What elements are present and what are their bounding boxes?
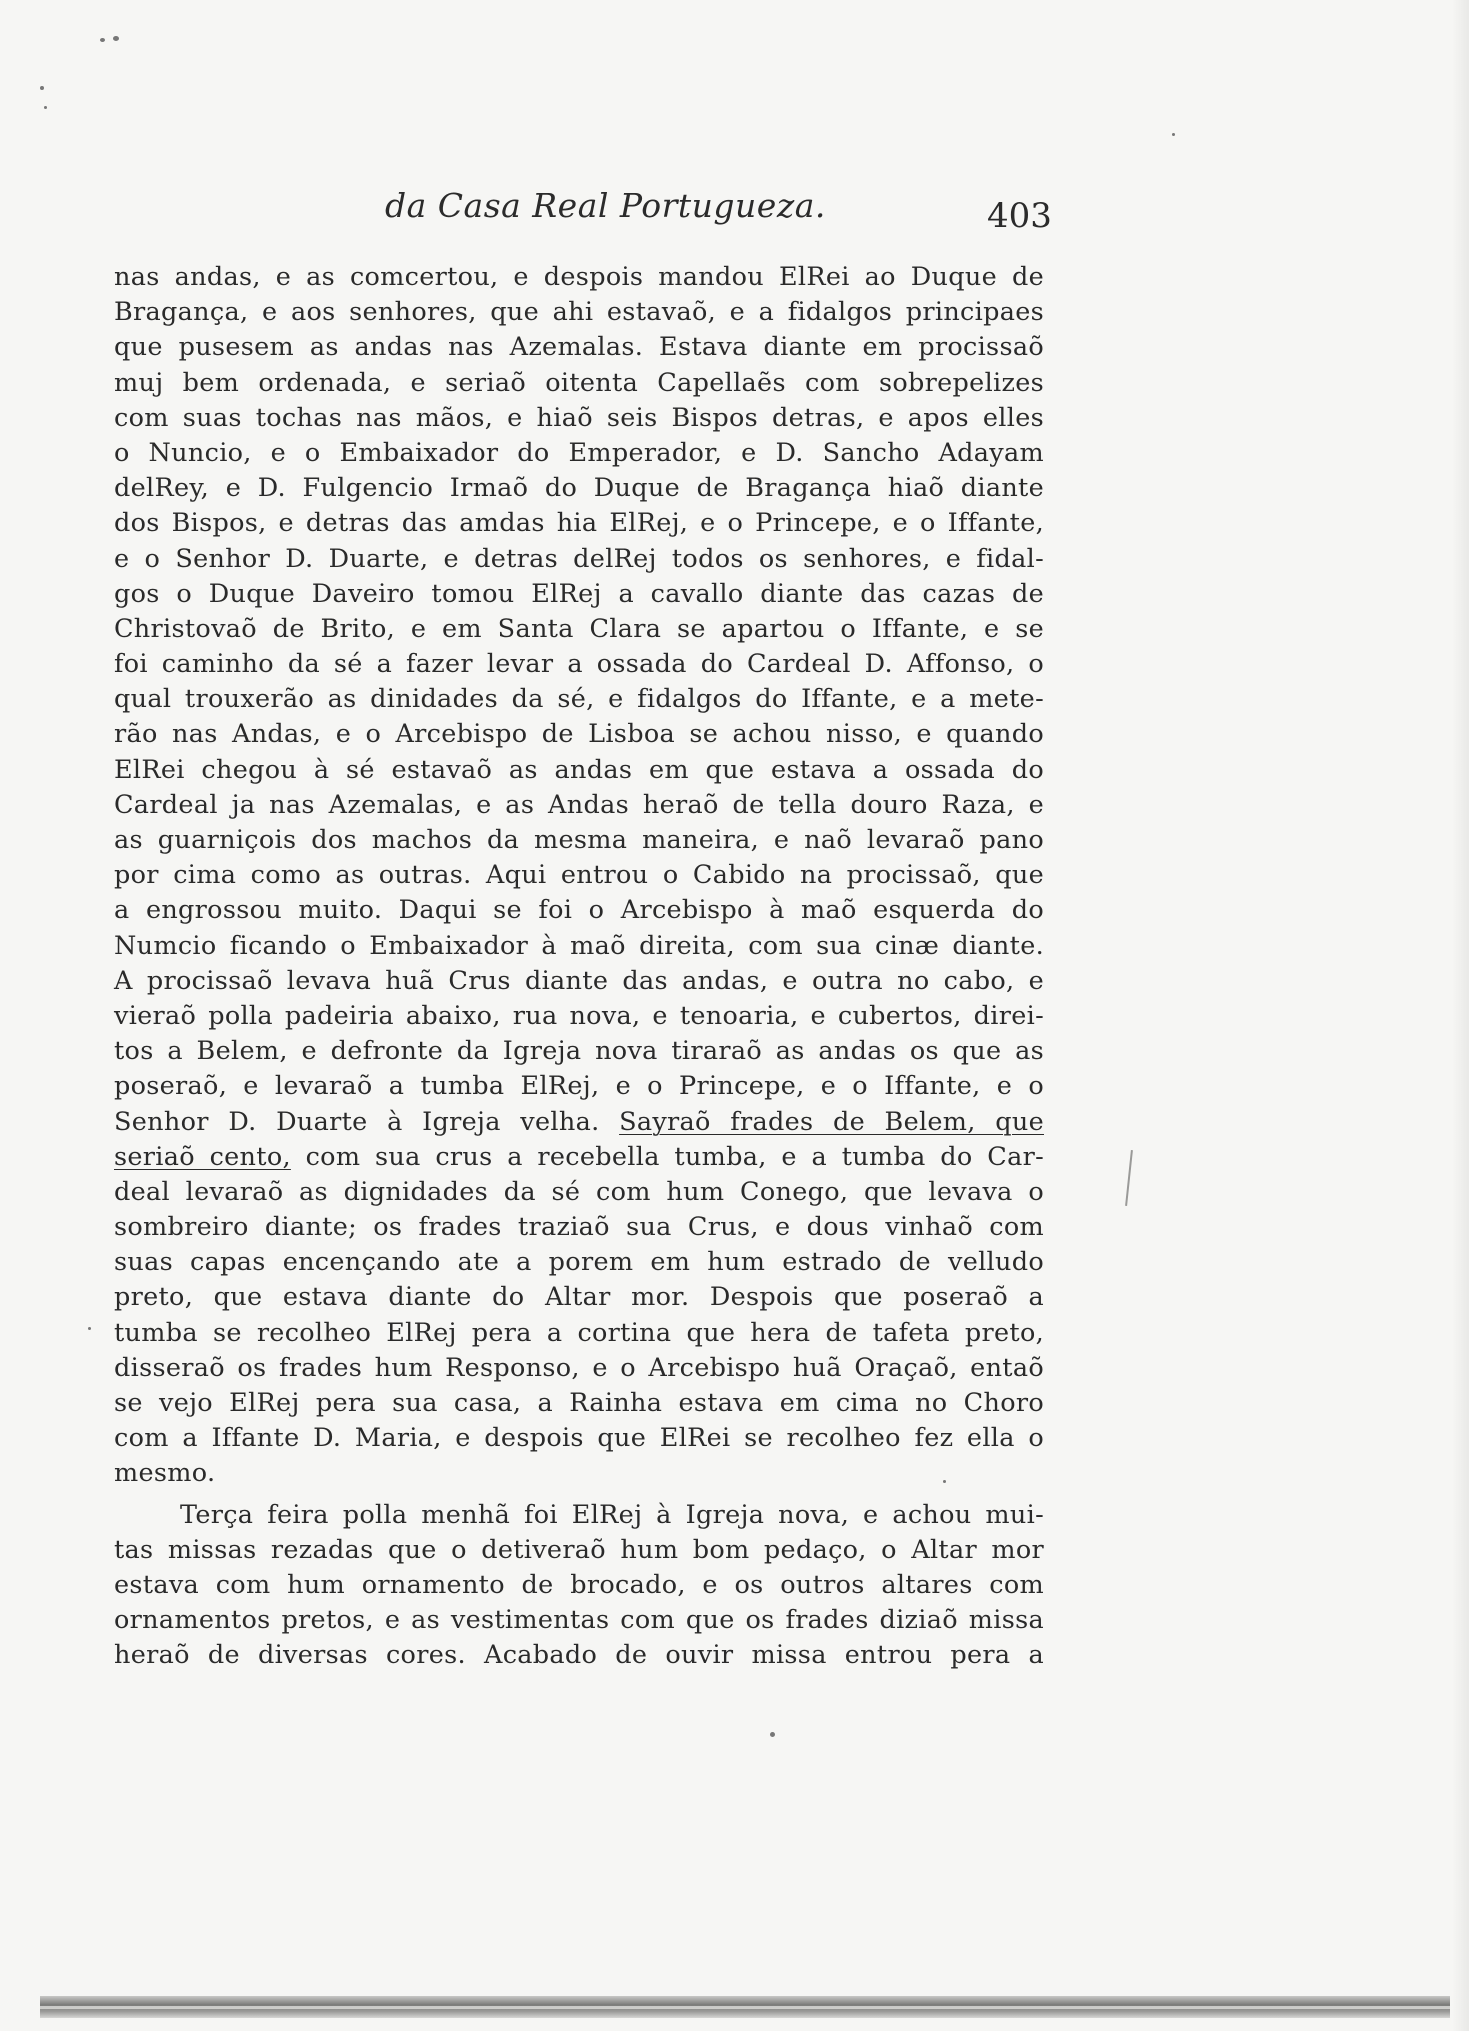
text-line: delRey, e D. Fulgencio Irmaõ do Duque de Bragança hiaõ diante [114,473,1044,504]
text-line: muj bem ordenada, e seriaõ oitenta Capellaẽs com sobrepelizes [114,367,1044,398]
ink-speck [88,1327,91,1330]
text-line: heraõ de diversas cores. Acabado de ouvir missa entrou pera a [114,1640,1044,1671]
text-line: poseraõ, e levaraõ a tumba ElRej, e o Princepe, e o Iffante, e o [114,1071,1044,1102]
text-line: vieraõ polla padeiria abaixo, rua nova, e tenoaria, e cubertos, direi- [114,1000,1044,1031]
body-text [114,260,1044,1674]
text-line [114,1105,1044,1140]
text-line: por cima como as outras. Aqui entrou o Cabido na procissaõ, que [114,860,1044,891]
underlined-text: Sayraõ frades de Belem, que [619,1106,1044,1137]
text-line: nas andas, e as comcertou, e despois mandou ElRei ao Duque de [114,262,1044,292]
page-header [0,186,1469,246]
text-line: A procissaõ levava huã Crus diante das andas, e outra no cabo, e [114,965,1044,996]
text-line: suas capas encençando ate a porem em hum estrado de velludo [114,1247,1044,1278]
text-line: Christovaõ de Brito, e em Santa Clara se apartou o Iffante, e se [114,613,1044,644]
margin-pencil-mark [1125,1150,1133,1206]
text-line: as guarniçois dos machos da mesma maneira, e naõ levaraõ pano [114,825,1044,855]
text-line: deal levaraõ as dignidades da sé com hum Conego, que levava o [114,1176,1044,1207]
text-line: Bragança, e aos senhores, que ahi estavaõ, e a fidalgos principaes [114,297,1044,328]
text-line: disseraõ os frades hum Responso, e o Arcebispo huã Oraçaõ, entaõ [114,1352,1044,1383]
text-line: tos a Belem, e defronte da Igreja nova tiraraõ as andas os que as [114,1036,1044,1067]
text-line: com suas tochas nas mãos, e hiaõ seis Bispos detras, e apos elles [114,402,1044,433]
text-line: ElRei chegou à sé estavaõ as andas em que estava a ossada do [114,754,1044,785]
scan-edge-highlight [40,2006,1450,2009]
text-line: gos o Duque Daveiro tomou ElRej a cavallo diante das cazas de [114,578,1044,609]
page-edge-shadow [1452,0,1469,2031]
paragraph-last-line: mesmo. [114,1458,216,1489]
running-title: da Casa Real Portugueza. [385,186,826,225]
ink-speck [1172,133,1175,136]
underlined-text: seriaõ cento, [114,1141,291,1172]
page-number: 403 [987,196,1052,236]
text-line: Cardeal ja nas Azemalas, e as Andas heraõ de tella douro Raza, e [114,789,1044,820]
ink-speck [943,1480,946,1483]
text-line: preto, que estava diante do Altar mor. Despois que poseraõ a [114,1282,1044,1313]
text-line: ornamentos pretos, e as vestimentas com que os frades diziaõ missa [114,1605,1044,1636]
paragraph-first-line: Terça feira polla menhã foi ElRej à Igreja nova, e achou mui- [180,1499,1044,1530]
text-line: foi caminho da sé a fazer levar a ossada do Cardeal D. Affonso, o [114,649,1044,680]
ink-speck [770,1732,775,1737]
text-line: com a Iffante D. Maria, e despois que ElRei se recolheo fez ella o [114,1423,1044,1454]
text-line: tas missas rezadas que o detiveraõ hum bom pedaço, o Altar mor [114,1534,1044,1565]
text-segment: com sua crus a recebella tumba, e a tumba do Car- [290,1141,1044,1172]
text-line: dos Bispos, e detras das amdas hia ElRej, e o Princepe, e o Iffante, [114,508,1044,539]
text-line: qual trouxerão as dinidades da sé, e fidalgos do Iffante, e a mete- [114,684,1044,715]
ink-speck [113,36,119,41]
text-line: rão nas Andas, e o Arcebispo de Lisboa se achou nisso, e quando [114,719,1044,750]
ink-speck [40,86,44,90]
text-line: o Nuncio, e o Embaixador do Emperador, e D. Sancho Adayam [114,437,1044,468]
text-line: sombreiro diante; os frades traziaõ sua Crus, e dous vinhaõ com [114,1212,1044,1243]
ink-speck [100,38,105,42]
text-line: se vejo ElRej pera sua casa, a Rainha estava em cima no Choro [114,1388,1044,1418]
text-segment: Senhor D. Duarte à Igreja velha. [114,1106,620,1137]
text-line: e o Senhor D. Duarte, e detras delRej todos os senhores, e fidal- [114,543,1044,574]
text-line [114,1140,1044,1175]
text-line: a engrossou muito. Daqui se foi o Arcebispo à maõ esquerda do [114,895,1044,926]
text-line: Numcio ficando o Embaixador à maõ direita, com sua cinæ diante. [114,930,1044,961]
text-line: estava com hum ornamento de brocado, e os outros altares com [114,1569,1044,1600]
text-line: tumba se recolheo ElRej pera a cortina que hera de tafeta preto, [114,1317,1044,1348]
text-line: que pusesem as andas nas Azemalas. Estava diante em procissaõ [114,332,1044,363]
ink-speck [44,106,47,109]
